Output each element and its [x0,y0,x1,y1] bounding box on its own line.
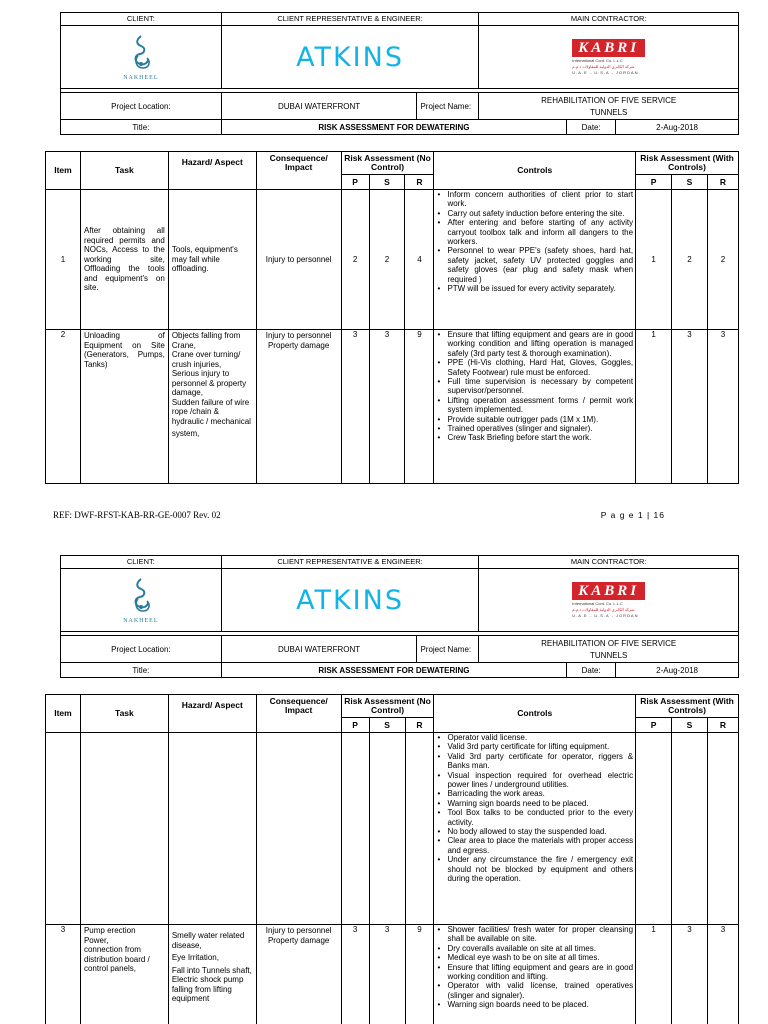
hazard-cell [168,925,256,1024]
col-s-header: S [369,718,405,733]
document-title: RISK ASSESSMENT FOR DEWATERING [221,120,566,135]
control-item: • Inform concern authorities of client prior to start work. [436,190,633,209]
nakheel-swirl-icon [128,34,154,74]
hazard-line: Objects falling from Crane, [171,331,241,350]
ra2-p: 1 [636,925,672,1024]
kabri-logo-locations: U.A.E - U.S.A - JORDAN [572,613,639,618]
control-item: • Personnel to wear PPE's (safety shoes, hard hat, safety jacket, safety UV protected goggles and safety gloves (ear plug and safety mask when required ) [436,246,633,284]
consequence-cell [256,190,341,330]
control-item: • Tool Box talks to be conducted prior to the every activity. [436,808,633,827]
col-controls-header: Controls [434,152,636,190]
controls-list [434,733,635,884]
controls-list [434,925,635,1010]
col-hazard-header: Hazard/ Aspect [168,152,256,190]
project-location-label: Project Location: [61,636,222,663]
table-row [46,330,739,484]
title-label: Title: [61,663,222,678]
task-line: Pump erection [83,926,136,935]
date-label: Date: [567,663,616,678]
item-number [46,733,81,925]
ra2-r [707,733,738,925]
control-item: • Warning sign boards need to be placed. [436,1000,633,1009]
task-text [81,925,168,975]
controls-cell [434,733,636,925]
ra2-r: 3 [707,330,738,484]
col-ra-no-control-header: Risk Assessment (No Control) [341,695,434,718]
table-row [46,925,739,1024]
ra2-s [672,733,708,925]
page1-header-table [60,12,739,135]
ra-s: 2 [369,190,405,330]
kabri-logo-locations: U.A.E - U.S.A - JORDAN [572,70,639,75]
nakheel-logo [123,34,158,81]
control-item: • PPE (Hi-Vis clothing, Hard Hat, Gloves, Goggles, Safety Footwear) rule must be enforced. [436,358,633,377]
item-number: 2 [46,330,81,484]
col-consequence-header: Consequence/ Impact [256,695,341,733]
col-r2-header: R [707,718,738,733]
atkins-logo: ATKINS [296,41,404,73]
project-name-value [479,636,739,663]
hazard-line: Electric shock pump falling from lifting equipment [171,975,244,1003]
kabri-logo-text: KABRI [572,39,645,57]
consequence-cell [256,925,341,1024]
project-location-value: DUBAI WATERFRONT [221,636,417,663]
ra-s: 3 [369,330,405,484]
control-item: • Barricading the work areas. [436,789,633,798]
ra2-r: 2 [707,190,738,330]
hazard-line: Eye Irritation, [171,953,219,962]
page2-risk-table [45,694,739,1024]
kabri-logo [572,582,645,618]
hazard-line: Fall into Tunnels shaft, [171,965,252,975]
control-item: • Valid 3rd party certificate for lifting equipment. [436,742,633,751]
control-item: • Crew Task Briefing before start the work. [436,433,633,442]
col-ra-with-controls-header: Risk Assessment (With Controls) [636,695,739,718]
nakheel-logo [123,577,158,624]
project-name-line2: TUNNELS [590,650,628,660]
task-text: After obtaining all required permits and NOCs, Access to the working site, Offloading the tools and equipment's on site. [83,226,165,293]
engineer-logo-cell [221,569,479,632]
task-cell [80,925,168,1024]
contractor-logo-cell [479,569,739,632]
consequence-cell [256,330,341,484]
consequence-cell [256,733,341,925]
hazard-cell [168,190,256,330]
title-label: Title: [61,120,222,135]
control-item: • Ensure that lifting equipment and gears are in good working condition and lifting operation is managed safely (3rd party test & thorough examination). [436,330,633,358]
client-label: CLIENT: [61,13,222,26]
control-item: • Ensure that lifting equipment and gears are in good working condition and lifting. [436,963,633,982]
ra2-p: 1 [636,190,672,330]
controls-list [434,330,635,443]
ra-p [341,733,369,925]
control-item: • Warning sign boards need to be placed. [436,799,633,808]
controls-cell [434,925,636,1024]
ra-r: 4 [405,190,434,330]
col-r2-header: R [707,175,738,190]
task-cell [80,190,168,330]
project-location-value: DUBAI WATERFRONT [221,93,417,120]
ra2-p: 1 [636,330,672,484]
col-task-header: Task [80,695,168,733]
date-label: Date: [567,120,616,135]
control-item: • Clear area to place the materials with proper access and egress. [436,836,633,855]
task-line: Power, [83,935,109,945]
project-name-label: Project Name: [417,93,479,120]
kabri-logo-sub: International Cont. Co. L.L.C [572,601,623,606]
ra2-s: 3 [672,330,708,484]
project-location-label: Project Location: [61,93,222,120]
document-title: RISK ASSESSMENT FOR DEWATERING [221,663,566,678]
item-number: 3 [46,925,81,1024]
hazard-cell [168,733,256,925]
control-item: • No body allowed to stay the suspended load. [436,827,633,836]
table-row [46,733,739,925]
page1-risk-table [45,151,739,484]
col-hazard-header: Hazard/ Aspect [168,695,256,733]
date-value: 2-Aug-2018 [616,663,739,678]
control-item: • Shower facilities/ fresh water for proper cleansing shall be available on site. [436,925,633,944]
control-item: • Lifting operation assessment forms / permit work system implemented. [436,396,633,415]
col-s2-header: S [672,718,708,733]
control-item: • Dry coveralls available on site at all times. [436,944,633,953]
kabri-logo-arabic: شركة الكابري الدولية للمقاولات ذ.م.م [572,607,635,612]
kabri-logo-sub: International Cont. Co. L.L.C [572,58,623,63]
col-p-header: P [341,175,369,190]
project-name-label: Project Name: [417,636,479,663]
controls-cell [434,190,636,330]
ra-r: 9 [405,330,434,484]
col-ra-no-control-header: Risk Assessment (No Control) [341,152,434,175]
kabri-logo [572,39,645,75]
task-text: Unloading of Equipment on Site (Generators, Pumps, Tanks) [83,331,165,369]
control-item: • Medical eye wash to be on site at all times. [436,953,633,962]
control-item: • Carry out safety induction before entering the site. [436,209,633,218]
col-controls-header: Controls [434,695,636,733]
col-p-header: P [341,718,369,733]
col-s-header: S [369,175,405,190]
page-number: P a g e 1 | 16 [600,510,665,520]
engineer-label: CLIENT REPRESENTATIVE & ENGINEER: [221,13,479,26]
col-item-header: Item [46,152,81,190]
contractor-label: MAIN CONTRACTOR: [479,556,739,569]
table-row [46,190,739,330]
control-item: • After entering and before starting of any activity carryout toolbox talk and inform all dangers to the workers. [436,218,633,246]
hazard-line: Serious injury to personnel & property damage, [171,369,247,397]
consequence-text: Injury to personnel Property damage [265,926,332,945]
ra2-p [636,733,672,925]
kabri-logo-arabic: شركة الكابري الدولية للمقاولات ذ.م.م [572,64,635,69]
hazard-line: Smelly water related disease, [171,931,245,950]
task-line: connection from distribution board / control panels, [83,945,150,973]
ra-r [405,733,434,925]
control-item: • Full time supervision is necessary by competent supervisor/personnel. [436,377,633,396]
ra2-s: 3 [672,925,708,1024]
client-logo-cell [61,569,222,632]
task-cell [80,330,168,484]
col-r-header: R [405,718,434,733]
control-item: • PTW will be issued for every activity separately. [436,284,633,293]
project-name-line1: REHABILITATION OF FIVE SERVICE [541,638,677,648]
atkins-logo: ATKINS [296,584,404,616]
client-logo-cell [61,26,222,89]
kabri-logo-text: KABRI [572,582,645,600]
col-item-header: Item [46,695,81,733]
document-reference: REF: DWF-RFST-KAB-RR-GE-0007 Rev. 02 [53,510,221,520]
ra-p: 3 [341,330,369,484]
control-item: • Valid 3rd party certificate for operator, riggers & Banks man. [436,752,633,771]
project-name-line1: REHABILITATION OF FIVE SERVICE [541,95,677,105]
item-number: 1 [46,190,81,330]
contractor-logo-cell [479,26,739,89]
hazard-cell [168,330,256,484]
controls-cell [434,330,636,484]
hazard-line: Sudden failure of wire rope /chain & hydraulic / mechanical [171,397,251,426]
control-item: • Operator valid license. [436,733,633,742]
hazard-text [169,330,256,440]
ra2-r: 3 [707,925,738,1024]
col-consequence-header: Consequence/ Impact [256,152,341,190]
task-cell [80,733,168,925]
engineer-label: CLIENT REPRESENTATIVE & ENGINEER: [221,556,479,569]
col-task-header: Task [80,152,168,190]
ra-r: 9 [405,925,434,1024]
engineer-logo-cell [221,26,479,89]
project-name-value [479,93,739,120]
col-ra-with-controls-header: Risk Assessment (With Controls) [636,152,739,175]
control-item: • Visual inspection required for overhead electric power lines / underground utilities. [436,771,633,790]
consequence-text: Injury to personnel Property damage [265,331,332,350]
nakheel-logo-text: NAKHEEL [123,617,159,624]
col-p2-header: P [636,175,672,190]
col-r-header: R [405,175,434,190]
control-item: • Trained operatives (slinger and signaler). [436,424,633,433]
col-s2-header: S [672,175,708,190]
contractor-label: MAIN CONTRACTOR: [479,13,739,26]
page2-header-table [60,555,739,678]
ra-p: 2 [341,190,369,330]
hazard-text [169,925,256,1005]
control-item: • Operator with valid license, trained operatives (slinger and signaler). [436,981,633,1000]
hazard-line: system, [171,429,200,438]
ra-s [369,733,405,925]
client-label: CLIENT: [61,556,222,569]
nakheel-swirl-icon [128,577,154,617]
hazard-line: Crane over turning/ crush injuries, [171,350,241,369]
control-item: • Under any circumstance the fire / emergency exit should not be blocked by equipment and others during the operation. [436,855,633,883]
ra-p: 3 [341,925,369,1024]
hazard-text: Tools, equipment's may fall while offloading. [171,245,238,274]
control-item: • Provide suitable outrigger pads (1M x 1M). [436,415,633,424]
controls-list [434,190,635,293]
nakheel-logo-text: NAKHEEL [123,74,159,81]
consequence-text: Injury to personnel [265,254,332,264]
ra-s: 3 [369,925,405,1024]
project-name-line2: TUNNELS [590,107,628,117]
ra2-s: 2 [672,190,708,330]
col-p2-header: P [636,718,672,733]
date-value: 2-Aug-2018 [616,120,739,135]
